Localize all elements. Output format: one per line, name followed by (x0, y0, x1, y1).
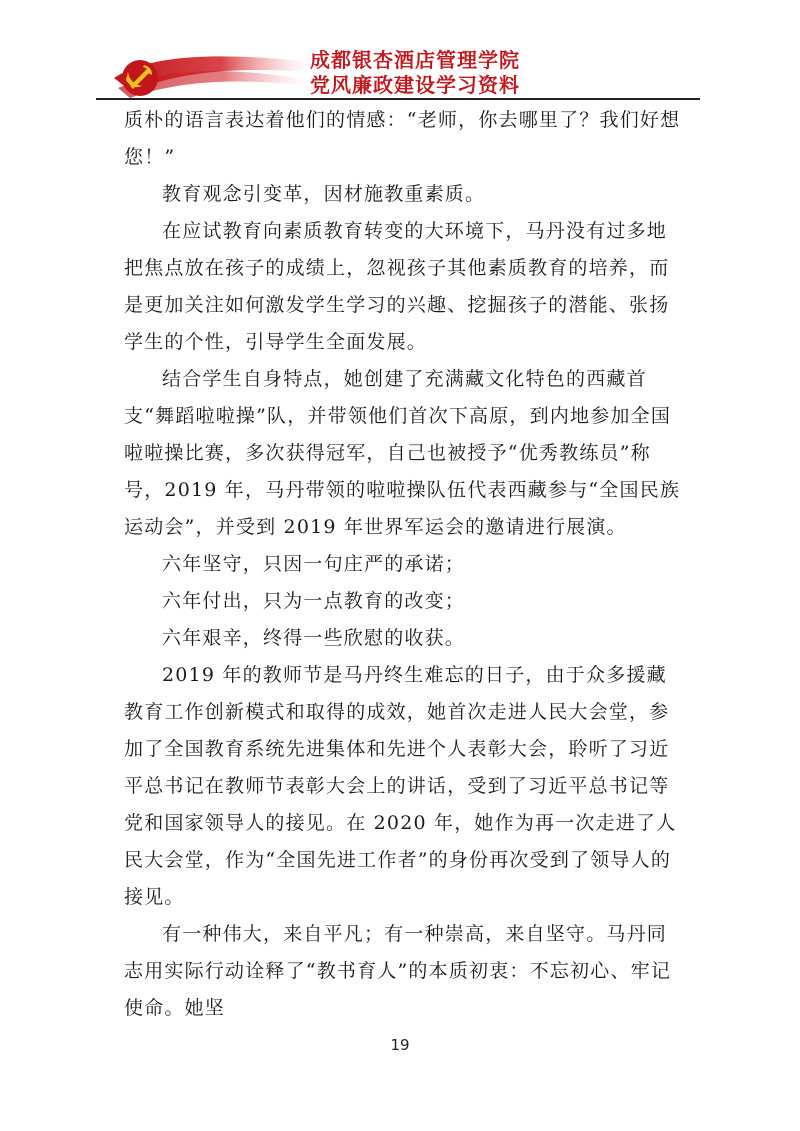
header-title-line-1: 成都银杏酒店管理学院 (310, 48, 520, 72)
body-paragraph-7: 六年艰辛，终得一些欣慰的收获。 (162, 627, 466, 649)
header-divider (96, 98, 700, 100)
party-emblem-banner-logo (110, 48, 310, 102)
body-paragraph-3: 在应试教育向素质教育转变的大环境下，马丹没有过多地把焦点放在孩子的成绩上，忽视孩子其他素质教育的培养，而是更加关注如何激发学生学习的兴趣、挖掘孩子的潜能、张扬学生的个性，引导学生全面发展。 (124, 220, 670, 353)
page-number: 19 (390, 1036, 410, 1054)
header-title-line-2: 党风廉政建设学习资料 (310, 73, 520, 97)
body-paragraph-8: 2019 年的教师节是马丹终生难忘的日子，由于众多援藏教育工作创新模式和取得的成效，她首次走进人民大会堂，参加了全国教育系统先进集体和先进个人表彰大会，聆听了习近平总书记在教师节表彰大会上的讲话，受到了习近平总书记等党和国家领导人的接见。在 2020 年，她作为再一次走进了人民大会堂，作为“全国先进工作者”的身份再次受到了领导人的接见。 (124, 664, 677, 908)
body-paragraph-4: 结合学生自身特点，她创建了充满藏文化特色的西藏首支“舞蹈啦啦操”队，并带领他们首次下高原，到内地参加全国啦啦操比赛，多次获得冠军，自己也被授予“优秀教练员”称号，2019 年，马丹带领的啦啦操队伍代表西藏参与“全国民族运动会”，并受到 2019 年世界军运会的邀请进行展演。 (124, 368, 681, 538)
header-title (310, 48, 520, 98)
body-paragraph-1: 质朴的语言表达着他们的情感：“老师，你去哪里了？我们好想您！” (124, 109, 681, 168)
body-paragraph-5: 六年坚守，只因一句庄严的承诺； (162, 553, 466, 575)
document-body (124, 102, 684, 1027)
page-header (100, 42, 700, 104)
body-paragraph-2: 教育观念引变革，因材施教重素质。 (162, 183, 486, 205)
body-paragraph-6: 六年付出，只为一点教育的改变； (162, 590, 466, 612)
body-paragraph-9: 有一种伟大，来自平凡；有一种崇高，来自坚守。马丹同志用实际行动诠释了“教书育人”的本质初衷：不忘初心、牢记使命。她坚 (124, 923, 672, 1019)
